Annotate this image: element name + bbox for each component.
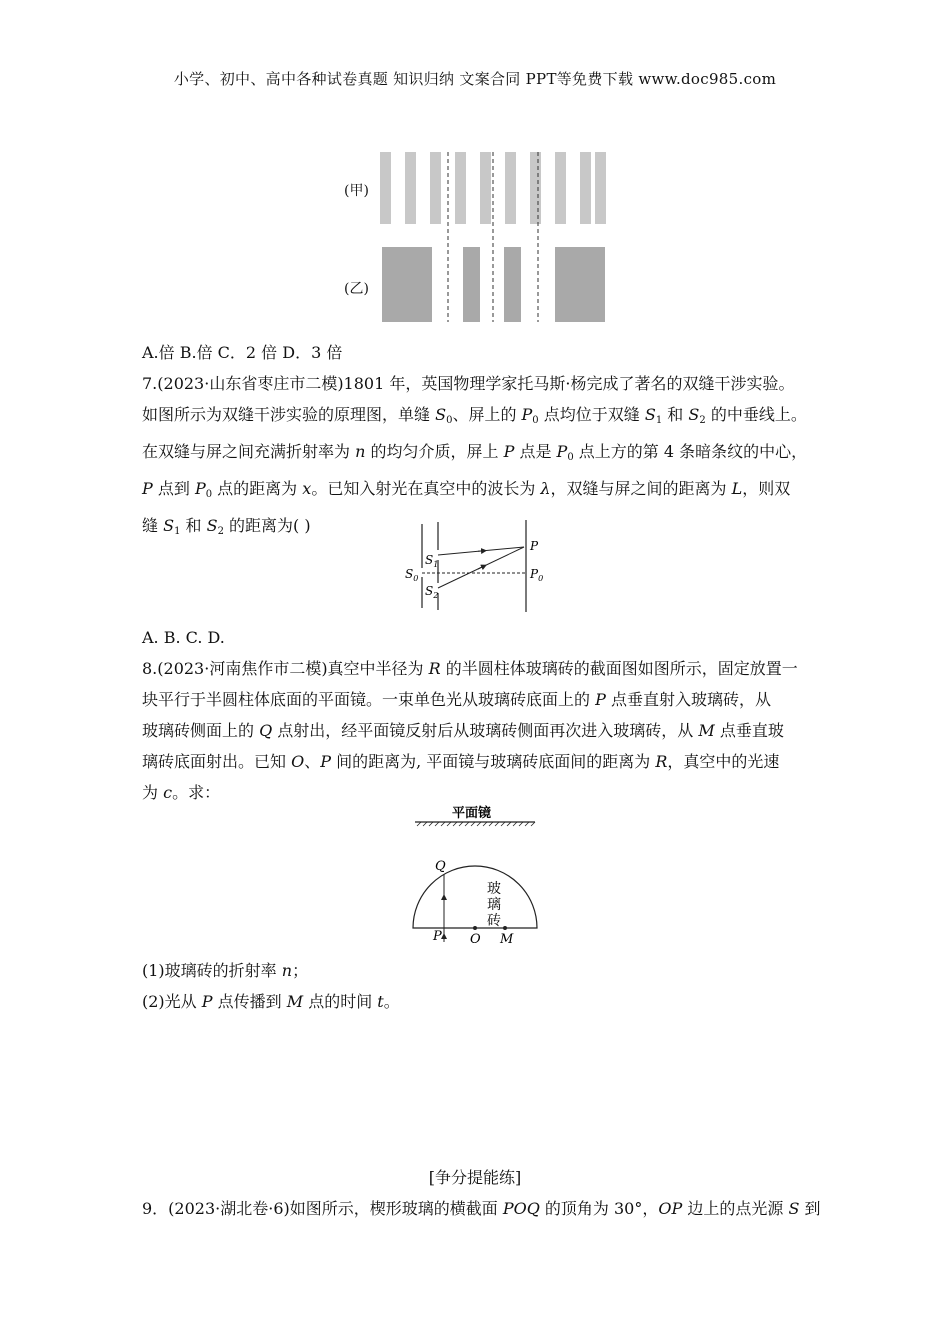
semicircle-glass-diagram [405,800,555,950]
q8-line-4: 璃砖底面射出。已知 O、P 间的距离为, 平面镜与玻璃砖底面间的距离为 R，真空中的光速 [142,752,780,771]
glass-label-3: 砖 [487,913,501,929]
q7-line-4: P 点到 $P_0$ 点的距离为 x。已知入射光在真空中的波长为 λ，双缝与屏之间的距离为 L，则双 [142,479,791,500]
interference-fringes-figure [380,150,606,325]
ray-arrow-2 [478,565,486,569]
q7-line-2: 如图所示为双缝干涉实验的原理图，单缝 $S_0$、屏上的 $P_0$ 点均位于双缝 $S_1$ 和 $S_2$ 的中垂线上。 [142,405,807,426]
question-9 [142,1193,822,1224]
q7-options: A. B. C. D. [142,628,225,647]
q8-line-3: 玻璃砖侧面上的 Q 点射出，经平面镜反射后从玻璃砖侧面再次进入玻璃砖，从 M 点垂直玻 [142,721,784,740]
fig-label-jia: (甲) [344,183,369,199]
label-q: Q [435,859,446,874]
label-s0: $S_0$ [405,567,419,583]
label-m: M [500,932,514,947]
glass-label-1: 玻 [487,881,501,897]
q8-subquestions [142,955,822,1017]
glass-label-2: 璃 [487,897,501,913]
label-s2: $S_2$ [425,584,439,600]
q7-line-3: 在双缝与屏之间充满折射率为 n 的均匀介质，屏上 P 点是 $P_0$ 点上方的第 4 条暗条纹的中心， [142,442,808,463]
double-slit-diagram [400,520,560,612]
q8-sub-2: (2)光从 P 点传播到 M 点的时间 t。 [142,992,400,1011]
page-header: 小学、初中、高中各种试卷真题 知识归纳 文案合同 PPT等免费下载 www.doc985.com [173,70,777,88]
label-p: P [433,929,442,944]
q8-line-1: 8.(2023·河南焦作市二模)真空中半径为 R 的半圆柱体玻璃砖的截面图如图所示，固定放置一 [142,659,798,678]
question-8 [142,653,822,808]
mirror-label: 平面镜 [452,806,492,821]
fig-label-yi: (乙) [344,281,369,297]
q8-line-2: 块平行于半圆柱体底面的平面镜。一束单色光从玻璃砖底面上的 P 点垂直射入玻璃砖，从 [142,690,771,709]
label-p: P [530,539,539,553]
q6-options: A.倍 B.倍 C．2 倍 D．3 倍 [142,343,343,362]
q9-line-1: 9．(2023·湖北卷·6)如图所示，楔形玻璃的横截面 POQ 的顶角为 30°，OP 边上的点光源 S 到 [142,1199,821,1218]
label-s1: $S_1$ [425,553,439,569]
q8-line-5: 为 c。求： [142,783,221,802]
section-title: [争分提能练] [428,1168,522,1187]
label-p0: $P_0$ [530,567,544,583]
ray-arrow-1 [478,551,486,552]
glass-semicircle [413,866,537,928]
q7-line-1: 7.(2023·山东省枣庄市二模)1801 年，英国物理学家托马斯·杨完成了著名的双缝干涉实验。 [142,374,795,393]
label-o: O [470,932,481,947]
q8-sub-1: (1)玻璃砖的折射率 n； [142,961,309,980]
point-m [503,926,507,930]
point-o [473,926,477,930]
q7-line-5: 缝 $S_1$ 和 $S_2$ 的距离为( ) [142,516,311,537]
